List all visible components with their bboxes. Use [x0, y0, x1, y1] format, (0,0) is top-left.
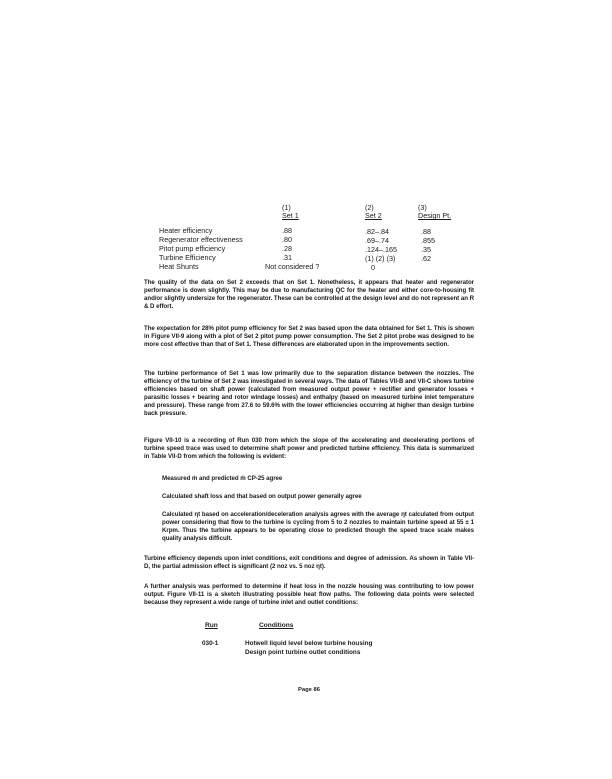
paragraph: The quality of the data on Set 2 exceeds that on Set 1. Nonetheless, it appears that heater and regenerator performance is down slightly. This may be due to manufacturing QC for the heater and either core-to-housing fit and/or slightly undersize for the regenerator. These can be controlled at the design level and do not represent an R & D effort. [144, 279, 474, 310]
run-condition-line: Design point turbine outlet conditions [245, 649, 361, 656]
paragraph: The expectation for 28% pitot pump efficiency for Set 2 was based upon the data obtained for Set 1. This is shown in Figure VII-9 along with a plot of Set 2 pitot pump power consumption. The Set 2 pitot probe was designed to be more cost effective than that of Set 1. These differences are elaborated upon in the improvements section. [144, 325, 474, 348]
paragraph-item: Calculated shaft loss and that based on output power generally agree [162, 493, 362, 500]
row-label: Heat Shunts [159, 262, 199, 271]
column-number: (2) [365, 203, 374, 212]
column-number: (1) [282, 203, 291, 212]
column-header-set2 [365, 204, 382, 221]
cell-set2: .69–.74 [365, 236, 389, 245]
paragraph: A further analysis was performed to determine if heat loss in the nozzle housing was contributing to low power output. Figure VII-11 is a sketch illustrating possible heat flow paths. The following data points were selected because they represent a wide range of turbine inlet and outlet conditions: [144, 583, 474, 606]
run-column-header: Run [205, 622, 218, 629]
cell-design: .35 [421, 245, 431, 254]
column-label: Design Pt. [418, 211, 452, 221]
cell-set1: .31 [282, 253, 292, 262]
run-condition-line: Hotwell liquid level below turbine housing [245, 640, 373, 647]
cell-set2: .124–.165 [365, 245, 397, 254]
cell-design: .855 [421, 236, 435, 245]
column-label: Set 1 [282, 211, 299, 221]
cell-set1: .28 [282, 244, 292, 253]
paragraph: The turbine performance of Set 1 was low primarily due to the separation distance between the nozzles. The efficiency of the turbine of Set 2 was investigated in several ways. The data of Tables VII-B and VII-C shows turbine efficiencies based on shaft power (calculated from measured output power + rectifier and generator losses + parasitic losses + bearing and rotor windage losses) and enthalpy (based on measured turbine inlet temperature and pressure). These range from 27.6 to 59.6% with the lower efficiencies occurring at higher than design turbine back pressure. [144, 370, 474, 417]
column-header-set1 [282, 204, 299, 221]
row-label: Heater efficiency [159, 226, 213, 235]
cell-set2: 0 [371, 263, 375, 272]
column-label: Set 2 [365, 211, 382, 221]
row-label: Regenerator effectiveness [159, 235, 243, 244]
cell-set2: (1) (2) (3) [365, 254, 396, 263]
paragraph: Figure VII-10 is a recording of Run 030 from which the slope of the accelerating and decelerating portions of turbine speed trace was used to determine shaft power and predicted turbine efficiency. This data is summarized in Table VII-D from which the following is evident: [144, 437, 474, 460]
conditions-column-header: Conditions [259, 622, 294, 629]
column-number: (3) [418, 203, 427, 212]
paragraph-item: Calculated ηt based on acceleration/deceleration analysis agrees with the average ηt calculated from output power considering that flow to the turbine is cycling from 5 to 2 nozzles to maintain turbine speed at 55 ± 1 Krpm. Thus the turbine appears to be operating close to predicted though the speed trace scale makes quality analysis difficult. [162, 511, 474, 542]
cell-set2: .82–.84 [365, 227, 389, 236]
cell-set1: .80 [282, 235, 292, 244]
run-id: 030-1 [202, 640, 219, 647]
cell-set1: Not considered ? [265, 262, 320, 271]
cell-design: .62 [421, 254, 431, 263]
paragraph: Turbine efficiency depends upon inlet conditions, exit conditions and degree of admission. As shown in Table VII-D, the partial admission effect is significant (2 noz vs. 5 noz ηt). [144, 555, 474, 570]
row-label: Pitot pump efficiency [159, 244, 226, 253]
row-label: Turbine Efficiency [159, 253, 216, 262]
page-number: Page 86 [298, 687, 320, 693]
cell-set1: .88 [282, 226, 292, 235]
column-header-design-point [418, 204, 451, 221]
cell-design: .88 [421, 227, 431, 236]
paragraph-item: Measured ṁ and predicted ṁ CP-25 agree [162, 475, 283, 482]
